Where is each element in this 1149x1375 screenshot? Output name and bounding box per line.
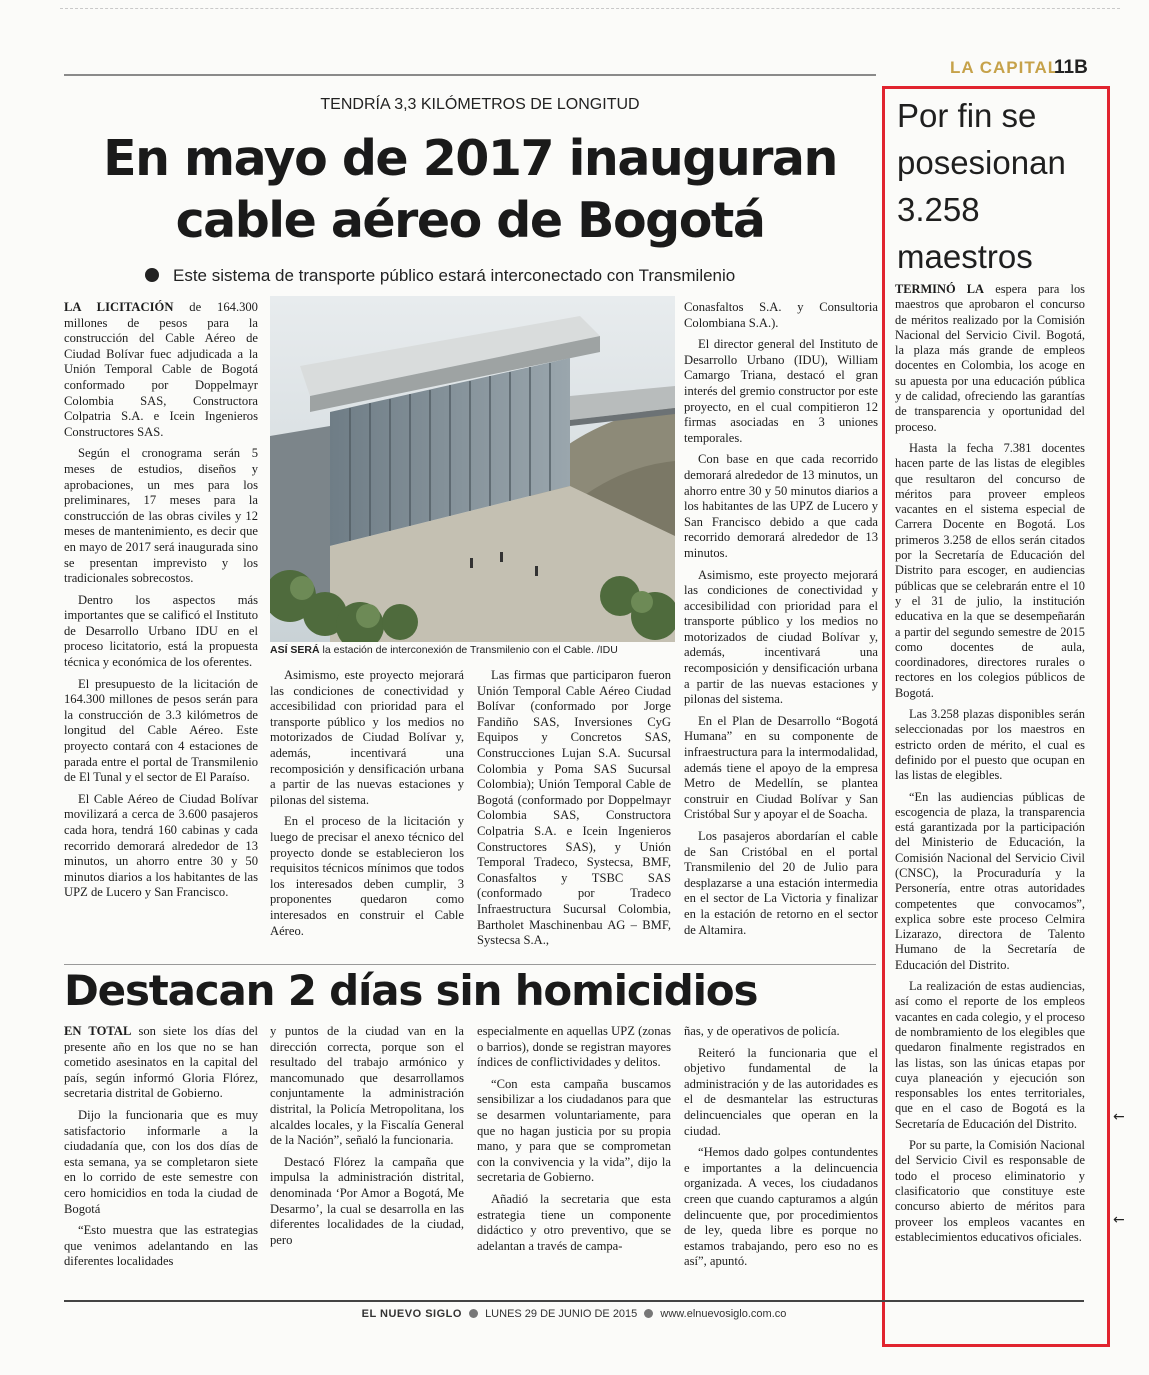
paragraph	[684, 1145, 878, 1270]
cable-station-photo	[270, 296, 675, 642]
paragraph-text: ñas, y de operativos de policía.	[684, 1024, 840, 1038]
paragraph	[684, 300, 878, 331]
paragraph	[477, 1077, 671, 1186]
headline-line-1: En mayo de 2017 inauguran	[103, 130, 837, 187]
section-separator	[64, 964, 876, 965]
paragraph	[270, 1024, 464, 1149]
paragraph-text: espera para los maestros que aprobaron el concurso de méritos realizado por la Comisión Nacional del Servicio Civil. Bogotá, la plaza más grande de empleos docentes en Colombia, los acoge en su apuesta por una educación pública y de calidad, ofreciendo las garantías de transparencia y oportunidad del proceso.	[895, 282, 1086, 434]
paragraph	[477, 1024, 671, 1071]
paragraph-text: Las 3.258 plazas disponibles serán seleccionadas por los maestros en estricto orden de mérito, el cual es definido por el puesto que ocupan en las listas de elegibles.	[895, 707, 1085, 783]
bullet-icon	[145, 268, 159, 282]
side-title-line-1: Por fin se	[897, 97, 1037, 134]
paragraph	[684, 829, 878, 938]
paragraph-text: Añadió la secretaria que esta estrategia tiene un componente didáctico y otro preventivo, que se adelantan a través de campa-	[477, 1191, 671, 1253]
lead-in: TERMINÓ LA	[895, 282, 984, 296]
paragraph	[895, 282, 1085, 435]
caption-text: la estación de interconexión de Transmilenio con el Cable. /IDU	[319, 644, 618, 656]
paragraph-text: especialmente en aquellas UPZ (zonas o barrios), donde se registran mayores índices de conflictividades y delitos.	[477, 1024, 671, 1070]
paragraph-text: Asimismo, este proyecto mejorará las condiciones de conectividad y accesibilidad con prioridad para el transporte público y los medios no motorizados de Ciudad Bolívar y, además, incentivará una recomposición y densificación urbana a partir de las nuevas estaciones y pilonas del sistema.	[270, 668, 464, 807]
lead-in: LA LICITACIÓN	[64, 300, 174, 314]
paragraph-text: Conasfaltos S.A. y Consultoria Colombiana S.A.).	[684, 300, 878, 330]
subheadline	[145, 266, 865, 286]
footer-dot-icon	[469, 1309, 478, 1318]
masthead-rule	[64, 74, 876, 76]
paragraph-text: El Cable Aéreo de Ciudad Bolívar movilizará a cerca de 3.600 pasajeros cada hora, tendrá 160 cabinas y cada recorrido demorará alrededor de 13 minutos, un ahorro entre 30 y 50 minutos diarios a los habitantes de las UPZ de Lucero y San Francisco.	[64, 791, 258, 900]
paragraph-text: Los pasajeros abordarían el cable de San Cristóbal en el portal Transmilenio del 20 de Julio para desplazarse a una estación intermedia en el sector de La Victoria y finalizar en la estación de retorno en el sector de Altamira.	[684, 829, 878, 937]
paragraph-text: Con base en que cada recorrido demorará alrededor de 13 minutos, un ahorro entre 30 y 50 minutos diarios a los habitantes de las UPZ de Lucero y San Francisco debido a que cada recorrido demorará alrededor de 13 minutos.	[684, 452, 878, 560]
main-article-column-4	[684, 300, 878, 944]
paragraph-text: Hasta la fecha 7.381 docentes hacen parte de las listas de elegibles que resultaron del concurso de méritos para proveer empleos vacantes en el sistema especial de Carrera Docente en Bogotá. Los primeros 3.258 de ellos serán citados por la Secretaría de Educación del Distrito para escoger, en audiencias públicas que se celebrarán entre el 10 y el 31 de julio, la institución educativa en la que se desempeñarán a partir del segundo semestre de 2015 como docentes de aula, coordinadores, directores rurales o rectores en los colegios públicos de Bogotá.	[895, 440, 1085, 700]
lead-in: EN TOTAL	[64, 1024, 132, 1038]
second-article-column-1	[64, 1024, 258, 1276]
paragraph-text: “En las audiencias públicas de escogencia de plaza, la transparencia está garantizada por la participación del Ministerio de Educación, la Comisión Nacional del Servicio Civil (CNSC), la Procuraduría y la Personería, entre otras autoridades competentes que convocamos”, explica sobre este proceso Celmira Lizarazo, directora de Talento Humano de la Secretaría de Educación del Distrito.	[895, 789, 1085, 972]
paragraph-text: Reiteró la funcionaria que el objetivo fundamental de la administración y de las autoridades es el de desmantelar las estructuras delincuenciales que operan en la ciudad.	[684, 1045, 878, 1138]
margin-arrow-icon: ←	[1113, 1109, 1125, 1125]
top-dashed-rule	[60, 8, 1120, 9]
paragraph	[684, 337, 878, 446]
article-kicker: TENDRÍA 3,3 KILÓMETROS DE LONGITUD	[320, 96, 640, 113]
footer-dot-icon	[644, 1309, 653, 1318]
footer-date: LUNES 29 DE JUNIO DE 2015	[485, 1308, 638, 1320]
second-headline: Destacan 2 días sin homicidios	[64, 966, 758, 1015]
caption-lead: ASÍ SERÁ	[270, 644, 320, 656]
paragraph	[895, 1138, 1085, 1245]
paragraph-text: Según el cronograma serán 5 meses de estudios, diseños y aprobaciones, un mes para los preliminares, 17 meses para la construcción de las obras civiles y 12 meses de mantenimiento, es decir que en mayo de 2017 será inaugurada sino se presentan imprevisto y los tradicionales sobrecostos.	[64, 446, 258, 586]
headline-line-2: cable aéreo de Bogotá	[175, 192, 765, 249]
main-headline	[64, 128, 876, 252]
paragraph	[684, 568, 878, 708]
paragraph	[270, 814, 464, 939]
side-article-body	[895, 282, 1085, 1251]
side-title-line-2: posesionan	[897, 144, 1066, 181]
second-article-column-3	[477, 1024, 671, 1260]
paragraph	[895, 707, 1085, 783]
section-name: LA CAPITAL	[950, 58, 1060, 77]
paragraph-text: de 164.300 millones de pesos para la construcción del Cable Aéreo de Ciudad Bolívar fuec adjudicada a la Unión Temporal Cable de Bogotá conformado por Doppelmayr Colombia SAS, Constructora Colpatria S.A. e Icein Ingenieros Constructores SAS.	[64, 300, 258, 439]
paragraph	[895, 441, 1085, 701]
paragraph-text: Destacó Flórez la campaña que impulsa la administración distrital, denominada ‘Por Amor a Bogotá, Me Desarmo’, la cual se desarrolla en las diferentes localidades de la ciudad, pero	[270, 1154, 464, 1247]
paragraph	[270, 1155, 464, 1249]
paragraph-text: Dentro los aspectos más importantes que se calificó el Instituto de Desarrollo Urbano IDU en el proceso licitatorio, está la propuesta técnica y económica de los oferentes.	[64, 592, 258, 670]
paragraph-text: Dijo la funcionaria que es muy satisfactorio informarle a la ciudadanía que, con los dos días de esta semana, ya se completaron siete en lo corrido de este semestre con cero homicidios en toda la ciudad de Bogotá	[64, 1107, 258, 1216]
paragraph	[895, 979, 1085, 1132]
paragraph	[64, 300, 258, 440]
paragraph-text: En el Plan de Desarrollo “Bogotá Humana” en su componente de infraestructura para la intermodalidad, además tiene el apoyo de la empresa Metro de Medellín, se plantea construir en Ciudad Bolívar y San Cristóbal Sur y apoyar el de Soacha.	[684, 713, 878, 822]
side-title-line-4: maestros	[897, 238, 1033, 275]
paragraph	[64, 1108, 258, 1217]
paragraph	[684, 452, 878, 561]
paragraph	[684, 1046, 878, 1140]
paragraph	[684, 714, 878, 823]
paragraph	[477, 668, 671, 949]
paragraph-text: Asimismo, este proyecto mejorará las condiciones de conectividad y accesibilidad con prioridad para el transporte público y los medios no motorizados de ciudad Bolívar y, además, incentivará una recomposición y densificación urbana a partir de las nuevas estaciones y pilonas del sistema.	[684, 567, 878, 707]
main-article-column-3	[477, 668, 671, 955]
paragraph-text: son siete los días del presente año en los que no se han cometido asesinatos en la capital del país, según informó Gloria Flórez, secretaria distrital de Gobierno.	[64, 1024, 259, 1101]
paragraph-text: “Hemos dado golpes contundentes e importantes a la delincuencia organizada. A veces, los ciudadanos creen que cuando capturamos a algún delincuente que, por procedimientos de ley, queda libre es porque no estamos trabajando, pero eso no es así”, apuntó.	[684, 1145, 878, 1269]
footer	[64, 1308, 1084, 1320]
second-article-column-4	[684, 1024, 878, 1276]
side-title-line-3: 3.258	[897, 191, 980, 228]
paragraph-text: La realización de estas audiencias, así como el reporte de los empleos vacantes en cada colegio, y el proceso de nombramiento de los elegibles que quedaron finalmente registrados en las listas, son las únicas etapas por cuya planeación y ejecución son responsables los entes territoriales, que en el caso de Bogotá es la Secretaría de Educación del Distrito.	[895, 979, 1085, 1131]
paragraph-text: Las firmas que participaron fueron Unión Temporal Cable Aéreo Ciudad Bolívar (conformado por Jorge Fandiño SAS, Inversiones CyG Equipos y Concretos SAS, Construcciones Lujan S.A. Sucursal Colombia y Poma SAS Sucursal Colombia); Unión Temporal Cable de Bogotá (conformado por Doppelmayr Colombia SAS, Constructora Colpatria S.A. e Icein Ingenieros Constructores SAS), y Unión Temporal Tradeco, Systecsa, BMF, Conasfaltos y TSBC SAS (conformado por Tradeco Infraestructura Sucursal Colombia, Bartholet Maschinenbau AG – BMF, Systecsa S.A.,	[477, 668, 671, 948]
main-article-column-1	[64, 300, 258, 907]
second-article-column-2	[270, 1024, 464, 1254]
paragraph-text: El director general del Instituto de Desarrollo Urbano (IDU), William Camargo Triana, destacó el gran interés del gremio constructor por este proyecto, en el cual compitieron 12 firmas asociadas en 3 uniones temporales.	[684, 337, 878, 445]
subheadline-text: Este sistema de transporte público estará interconectado con Transmilenio	[173, 266, 736, 285]
paragraph	[477, 1192, 671, 1254]
footer-rule	[64, 1300, 1084, 1302]
paragraph-text: “Con esta campaña buscamos sensibilizar a los ciudadanos para que se desarmen voluntariamente, para que no hagan justicia por su propia mano, y para que se comprometan con la convivencia y la vida”, dijo la secretaria de Gobierno.	[477, 1076, 671, 1185]
paragraph	[895, 790, 1085, 974]
paragraph	[64, 1223, 258, 1270]
paragraph-text: “Esto muestra que las estrategias que venimos adelantando en las diferentes localidades	[64, 1223, 258, 1269]
page-number: 11B	[1054, 57, 1088, 78]
paragraph	[64, 677, 258, 786]
paragraph	[64, 792, 258, 901]
main-article-column-2	[270, 668, 464, 945]
paragraph-text: En el proceso de la licitación y luego de precisar el anexo técnico del proyecto donde se establecieron los requisitos técnicos mínimos que todos los interesados deben cumplir, 3 proponentes quedaron como interesados en construir el Cable Aéreo.	[270, 814, 464, 938]
footer-url: www.elnuevosiglo.com.co	[660, 1308, 787, 1320]
photo-caption	[270, 644, 680, 656]
paragraph-text: y puntos de la ciudad van en la dirección correcta, porque son el resultado del trabajo armónico y mancomunado que desarrollamos conjuntamente la administración distrital, la Policía Metropolitana, los alcaldes locales, y la Fiscalía General de la Nación”, señaló la funcionaria.	[270, 1024, 464, 1148]
margin-arrow-icon: ←	[1113, 1212, 1125, 1228]
paragraph	[64, 593, 258, 671]
footer-brand: EL NUEVO SIGLO	[361, 1308, 462, 1320]
paragraph	[64, 446, 258, 586]
paragraph	[270, 668, 464, 808]
paragraph	[64, 1024, 258, 1102]
side-article-title	[897, 92, 1107, 280]
paragraph-text: Por su parte, la Comisión Nacional del Servicio Civil es responsable de todo el proceso eliminatorio y clasificatorio que constituye este concurso abierto de méritos para proveer los empleos vacantes en establecimientos educativos oficiales.	[895, 1138, 1085, 1244]
paragraph-text: El presupuesto de la licitación de 164.300 millones de pesos serán para la construcción de 3.3 kilómetros de longitud del Cable Aéreo. Este proyecto contará con 4 estaciones de parada entre el portal de Transmilenio de El Tunal y el sector de El Paraíso.	[64, 676, 258, 785]
paragraph	[684, 1024, 878, 1040]
cable-station-illustration	[270, 296, 675, 642]
